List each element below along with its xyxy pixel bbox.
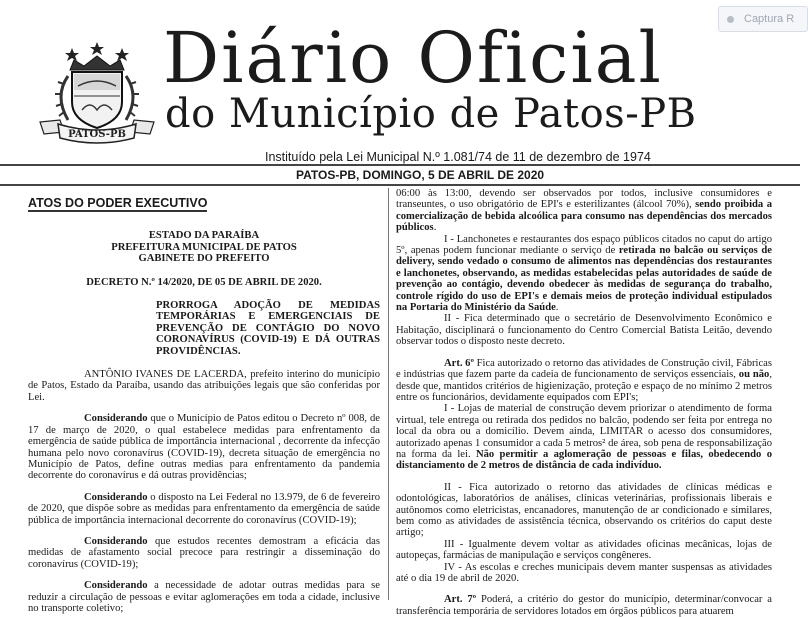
- para-bold: sendo proibida a comercialização de bebida alcoólica para consumo nas dependências dos mercados públicos: [396, 199, 772, 234]
- para-end: .: [555, 302, 559, 314]
- decree-ementa: PRORROGA ADOÇÃO DE MEDIDAS TEMPORÁRIAS E EMERGENCIAIS DE PREVENÇÃO DE CONTÁGIO DO NOVO CORONAVÍRUS (COVID-19) E DÁ OUTRAS PROVIDÊNCIAS.: [156, 300, 380, 357]
- item-i-lojas: [396, 403, 772, 471]
- article-7: [396, 594, 772, 617]
- considerando-lead: Considerando: [84, 491, 148, 503]
- continuation-paragraph: [396, 188, 772, 234]
- header-rule-top: [0, 164, 800, 166]
- considerando-text: que o Município de Patos editou o Decreto nº 008, de 17 de março de 2020, o qual estabelece medidas para enfrentamento da emergência de saúde pública de importância internacional , decorrente da infecção humana pelo novo coronavírus (COVID-19), decreta situação de emergência no Município de Patos, define outras medias para enfrentamento da pandemia decorrente do coronavírus e dá outras providências;: [28, 413, 380, 482]
- article-lead: Art. 6º: [444, 357, 474, 369]
- preamble-paragraph: ANTÔNIO IVANES DE LACERDA, prefeito interino do município de Patos, Estado da Paraíba, usando das atribuições legais que são conferidas por Lei.: [28, 369, 380, 403]
- article-lead: Art. 7º: [444, 594, 477, 606]
- para-text: I - Lojas de material de construção devem priorizar o atendimento de forma virtual, tele entrega ou retirada dos pedidos no balcão, podendo ser feita por entrega no local da obra ou a domicílio. Devem ainda, LIMITAR o acesso dos consumidores, autorizado apenas 1 consumidor a cada 5 metros² de área, sob pena de responsabilização na forma da lei.: [396, 403, 772, 460]
- considerando-lead: Considerando: [84, 535, 148, 547]
- newspaper-subtitle: do Município de Patos-PB: [165, 91, 697, 137]
- considerando-lead: Considerando: [84, 413, 148, 425]
- para-bold: Não permitir a aglomeração de pessoas e filas, obedecendo o distanciamento de 2 metros de distância de cada indivíduo.: [396, 448, 772, 472]
- item-ii-clinicas: II - Fica autorizado o retorno das atividades de clínicas médicas e odontológicas, laboratórios de análises, clínicas veterinárias, profissionais liberais e autônomos como eletricistas, encanadores, manutenção de ar condicionado e similares, bem como as atividades de assistência técnica, observando os critérios do caput deste artigo;: [396, 481, 772, 539]
- considerando-paragraph: [28, 580, 380, 614]
- org-line-prefeitura: PREFEITURA MUNICIPAL DE PATOS: [111, 241, 297, 253]
- right-column: [396, 188, 772, 617]
- para-text: I - Lanchonetes e restaurantes dos espaço públicos citados no caput do artigo 5º, apenas podem funcionar mediante o serviço de: [396, 233, 772, 257]
- masthead: [0, 0, 800, 188]
- considerando-text: a necessidade de adotar outras medidas para se reduzir a circulação de pessoas e evitar aglomerações em toda a cidade, inclusive no transporte coletivo;: [28, 580, 380, 614]
- para-text: , desde que, mantidos critérios de higienização, proteção e espaço de no mínimo 2 metros entre os funcionários, devidamente equipados com EPI's;: [396, 369, 772, 403]
- para-bold: retirada no balcão ou serviços de delivery, sendo vedado o consumo de alimentos nas dependências dos restaurantes e lanchonetes, observando, as medidas estabelecidas pelas autoridades de saúde de prevenção ao contágio, devendo obedecer às medidas de segurança do trabalho, controle rígido do uso de EPI's e demais meios de proteção individual estipulados na Portaria do Ministério da Saúde: [396, 245, 772, 314]
- record-dot-icon: [727, 16, 734, 23]
- item-ii-centro-comercial: II - Fica determinado que o secretário de Desenvolvimento Econômico e Habitação, disciplinará o funcionamento do Centro Comercial Batista Leitão, devendo observar todos o disposto neste decreto.: [396, 313, 772, 348]
- crest-banner-text: PATOS-PB: [68, 129, 126, 140]
- item-iii-oficinas: III - Igualmente devem voltar as atividades oficinas mecânicas, lojas de autopeças, farmácias de manipulação e serviços congêneres.: [396, 538, 772, 562]
- considerando-lead: Considerando: [84, 580, 148, 592]
- column-divider: [388, 188, 389, 600]
- para-end: .: [433, 222, 437, 234]
- capture-label: Captura R: [744, 13, 795, 25]
- article-6: [396, 358, 772, 404]
- institution-line: Instituído pela Lei Municipal N.º 1.081/74 de 11 de dezembro de 1974: [265, 150, 651, 164]
- left-column: [28, 196, 380, 614]
- newspaper-title: Diário Oficial: [163, 17, 663, 99]
- para-bold: ou não: [738, 369, 770, 381]
- considerando-text: que estudos recentes demostram a eficácia das medidas de afastamento social precoce para restringir a disseminação do coronavírus (COVID-19);: [28, 535, 380, 570]
- decree-number: DECRETO N.º 14/2020, DE 05 DE ABRIL DE 2020.: [86, 276, 322, 288]
- considerando-paragraph: [28, 536, 380, 570]
- item-iv-escolas: IV - As escolas e creches municipais devem manter suspensas as atividades até o dia 19 de abril de 2020.: [396, 561, 772, 584]
- section-heading: ATOS DO PODER EXECUTIVO: [28, 198, 207, 212]
- header-rule-bottom: [0, 184, 800, 186]
- para-text: Poderá, a critério do gestor do município, determinar/convocar a transferência temporária de servidores lotados em órgãos públicos para atuarem: [396, 594, 772, 617]
- para-text: Fica autorizado o retorno das atividades de Construção civil, Fábricas e indústrias que fazem parte da cadeia de funcionamento de serviços essenciais,: [396, 357, 772, 381]
- item-i-lanchonetes: [396, 234, 772, 314]
- capture-overlay-button[interactable]: [718, 6, 808, 32]
- coat-of-arms-icon: [34, 40, 160, 144]
- org-line-gabinete: GABINETE DO PREFEITO: [138, 253, 270, 265]
- considerando-text: o disposto na Lei Federal no 13.979, de 6 de fevereiro de 2020, que dispõe sobre as medidas para enfrentamento da emergência de saúde pública de importância internacional decorrente do coronavírus (COVID-19);: [28, 491, 380, 526]
- para-text: 06:00 às 13:00, devendo ser observados por todos, inclusive consumidores e transeuntes, o uso obrigatório de EPI's e esterilizantes (álcool 70%),: [396, 188, 772, 211]
- org-line-state: ESTADO DA PARAÍBA: [148, 230, 260, 242]
- considerando-paragraph: [28, 492, 380, 526]
- considerando-paragraph: [28, 413, 380, 481]
- dateline: PATOS-PB, DOMINGO, 5 DE ABRIL DE 2020: [296, 168, 545, 182]
